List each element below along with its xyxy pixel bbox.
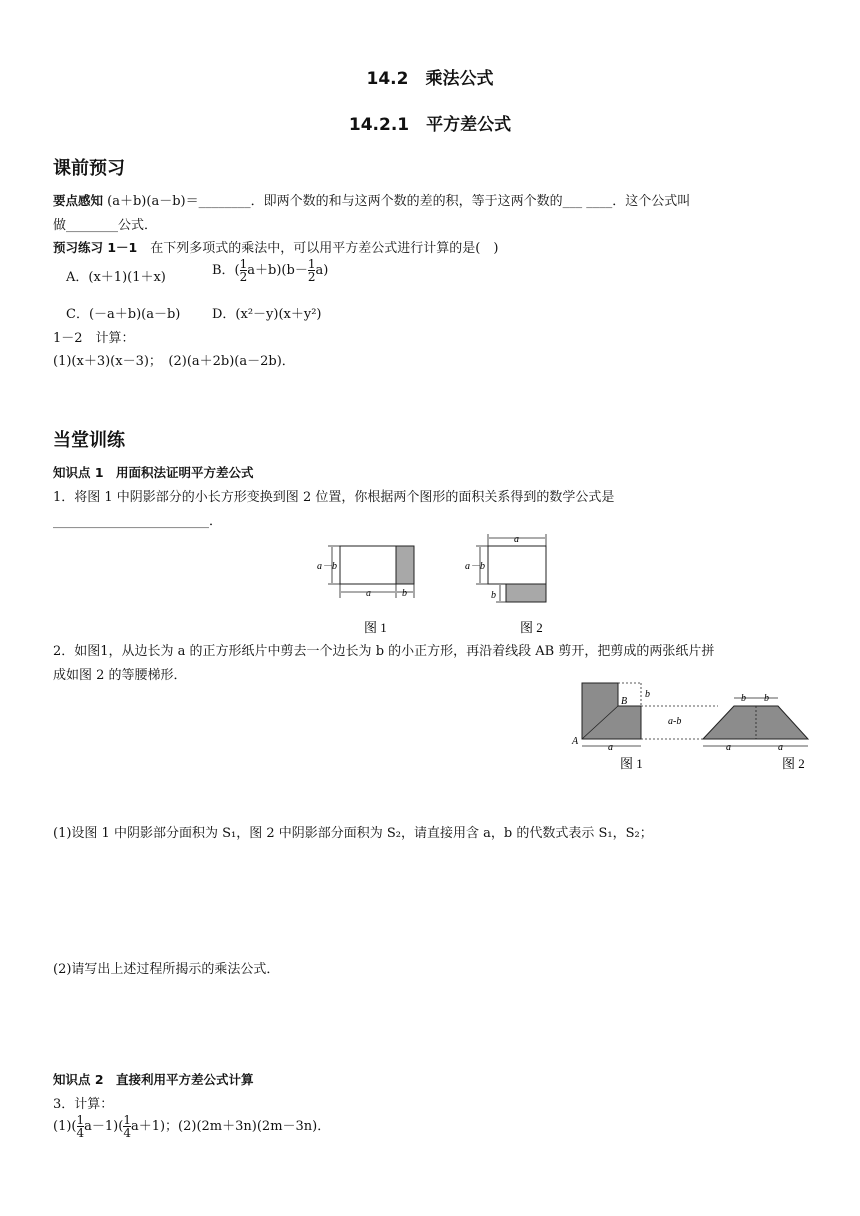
- q2-figure-1: [571, 683, 718, 771]
- q3-part3: a＋1)；(2)(2m＋3n)(2m－3n)．: [130, 1119, 331, 1134]
- fig2-rectangle: [488, 546, 546, 584]
- exercise-1-2-label: 1－2 计算：: [53, 331, 135, 346]
- question-1-line1: 1．将图 1 中阴影部分的小长方形变换到图 2 位置，你根据两个图形的面积关系得到的数学公式是: [53, 490, 615, 505]
- q3-part2: a－1)(: [84, 1119, 124, 1134]
- fraction-quarter: [123, 1114, 131, 1139]
- question-2-line2: 成如图 2 的等腰梯形．: [53, 668, 187, 683]
- fig1-shaded-strip: [396, 546, 414, 584]
- option-b-mid: a＋b)(b－: [247, 263, 308, 278]
- q2-fig1-label-a: a: [608, 742, 613, 753]
- option-b: [212, 258, 328, 283]
- fraction-quarter: [77, 1114, 85, 1139]
- fig2-shaded-strip: [506, 584, 546, 602]
- fig1-label-a: a: [366, 588, 371, 599]
- option-c: C．(－a＋b)(a－b): [66, 307, 181, 322]
- question-2-sub1: (1)设图 1 中阴影部分面积为 S₁，图 2 中阴影部分面积为 S₂，请直接用含 a，b 的代数式表示 S₁，S₂；: [53, 826, 653, 841]
- question-1-line2: ________________________．: [53, 514, 223, 529]
- fig2-label-b: b: [491, 590, 496, 601]
- option-b-pre: B．(: [212, 263, 240, 278]
- question-3-expression: [53, 1114, 330, 1139]
- fraction-denominator: 2: [239, 270, 248, 284]
- q2-fig1-label-a-minus-b: a-b: [668, 716, 682, 727]
- key-points-text: (a＋b)(a－b)＝________．即两个数的和与这两个数的差的积，等于这两个数的___ ____．这个公式叫: [107, 194, 691, 209]
- question-2-figures: [568, 678, 818, 776]
- preview-exercise-1-1: [53, 237, 498, 256]
- fraction-numerator: 1: [307, 257, 316, 271]
- q2-fig2-caption: 图 2: [782, 756, 805, 771]
- section-heading-preview: 课前预习: [53, 158, 125, 179]
- key-points-label: 要点感知: [53, 193, 104, 208]
- section-heading-practice: 当堂训练: [53, 430, 125, 451]
- exercise-1-2-text: (1)(x＋3)(x－3)； (2)(a＋2b)(a－2b)．: [53, 354, 295, 369]
- fig1-label-b: b: [402, 588, 407, 599]
- q2-fig2-trapezoid: [703, 706, 808, 739]
- knowledge-point-2: 知识点 2 直接利用平方差公式计算: [53, 1072, 254, 1087]
- q2-fig2-label-b: b: [741, 693, 746, 704]
- fig2-caption: 图 2: [520, 620, 543, 635]
- q2-fig2-label-a: a: [778, 742, 783, 753]
- fraction-numerator: 1: [239, 257, 248, 271]
- fig1-label-a-minus-b: a－b: [317, 561, 337, 572]
- fig1-caption: 图 1: [364, 620, 387, 635]
- q3-part1: (1)(: [53, 1119, 77, 1134]
- option-d: D．(x²－y)(x＋y²): [212, 307, 322, 322]
- q2-fig2-label-a: a: [726, 742, 731, 753]
- exercise-label: 预习练习 1－1: [53, 240, 138, 255]
- fig2-label-a-minus-b: a－b: [465, 561, 485, 572]
- q2-fig1-label-A: A: [572, 736, 579, 747]
- fraction-denominator: 2: [307, 270, 316, 284]
- fraction-denominator: 4: [76, 1126, 85, 1140]
- fraction-denominator: 4: [123, 1126, 131, 1140]
- key-points-line1: [53, 190, 690, 209]
- q2-figure-2: [703, 693, 808, 771]
- exercise-text: 在下列多项式的乘法中，可以用平方差公式进行计算的是( ): [137, 241, 499, 256]
- question-3-label: 3．计算：: [53, 1097, 114, 1112]
- question-1-figures: [300, 528, 570, 638]
- q2-fig1-caption: 图 1: [620, 756, 643, 771]
- fig2-label-a: a: [514, 534, 519, 545]
- q2-fig1-label-b: b: [645, 689, 650, 700]
- question-2-line1: 2．如图1，从边长为 a 的正方形纸片中剪去一个边长为 b 的小正方形，再沿着线段 AB 剪开，把剪成的两张纸片拼: [53, 644, 715, 659]
- option-b-post: a): [315, 263, 329, 278]
- knowledge-point-1: 知识点 1 用面积法证明平方差公式: [53, 465, 254, 480]
- page-title: 14.2 乘法公式: [366, 69, 494, 89]
- fraction-numerator: 1: [123, 1113, 131, 1127]
- key-points-line2: 做________公式．: [53, 218, 158, 233]
- q1-figure-2: [465, 534, 546, 635]
- q1-figure-1: [317, 546, 414, 635]
- q2-fig2-label-b: b: [764, 693, 769, 704]
- question-2-sub2: (2)请写出上述过程所揭示的乘法公式．: [53, 962, 280, 977]
- q2-fig1-label-B: B: [621, 696, 628, 707]
- fraction-numerator: 1: [76, 1113, 85, 1127]
- page-subtitle: 14.2.1 平方差公式: [348, 115, 512, 135]
- option-a: A．(x＋1)(1＋x): [66, 270, 166, 285]
